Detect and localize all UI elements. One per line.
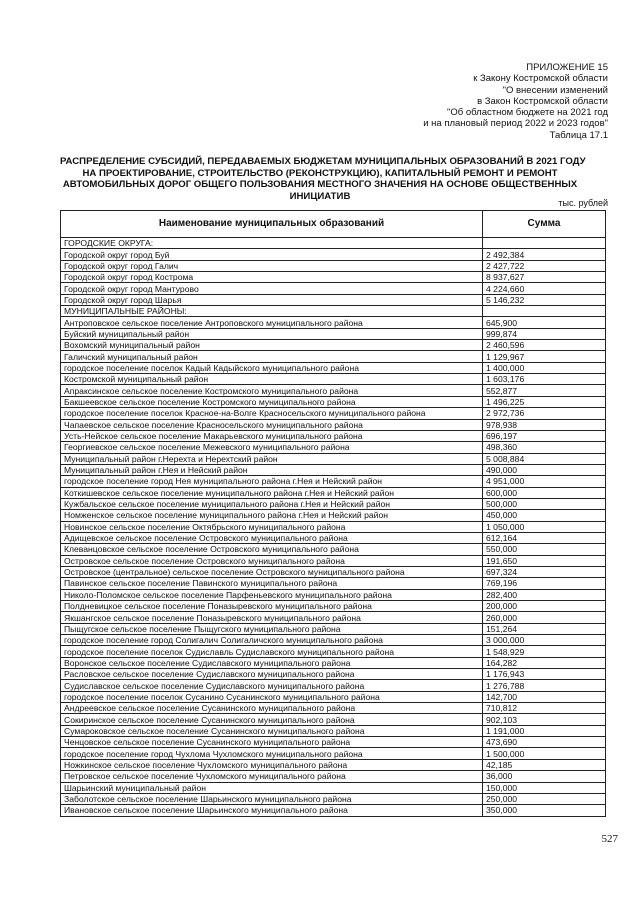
page-number: 527 — [601, 833, 618, 845]
municipality-name: Ченцовское сельское поселение Сусанинского муниципального района — [61, 737, 483, 748]
municipality-name: городское поселение поселок Кадый Кадыйского муниципального района — [61, 362, 483, 373]
subsidy-amount: 151,264 — [483, 623, 606, 634]
table-row — [61, 306, 606, 317]
municipality-name: Островское (центральное) сельское поселение Островского муниципального района — [61, 566, 483, 577]
subsidy-amount: 164,282 — [483, 657, 606, 668]
municipality-name: Пыщугское сельское поселение Пыщугского муниципального района — [61, 623, 483, 634]
table-row — [61, 521, 606, 532]
subsidy-amount: 710,812 — [483, 703, 606, 714]
table-row — [61, 430, 606, 441]
municipality-name: Городской округ город Шарья — [61, 294, 483, 305]
table-row — [61, 419, 606, 430]
subsidy-amount: 4 224,660 — [483, 283, 606, 294]
subsidy-amount: 260,000 — [483, 612, 606, 623]
appendix-line: к Закону Костромской области — [473, 73, 608, 85]
unit-label: тыс. рублей — [558, 198, 608, 208]
municipality-name: Георгиевское сельское поселение Межевского муниципального района — [61, 442, 483, 453]
table-row — [61, 669, 606, 680]
municipality-name: Островское сельское поселение Островского муниципального района — [61, 555, 483, 566]
table-row — [61, 714, 606, 725]
table-row — [61, 601, 606, 612]
municipality-name: Кужбальское сельское поселение муниципального района г.Нея и Нейский район — [61, 498, 483, 509]
subsidy-amount: 1 548,929 — [483, 646, 606, 657]
municipality-name: городское поселение поселок Сусанино Сусанинского муниципального района — [61, 691, 483, 702]
appendix-line: "О внесении изменений — [502, 84, 608, 96]
title-line: АВТОМОБИЛЬНЫХ ДОРОГ ОБЩЕГО ПОЛЬЗОВАНИЯ МЕСТНОГО ЗНАЧЕНИЯ НА ОСНОВЕ ОБЩЕСТВЕННЫХ — [62, 179, 578, 191]
table-row — [61, 680, 606, 691]
municipality-name: Шарьинский муниципальный район — [61, 782, 483, 793]
subsidy-amount: 4 951,000 — [483, 476, 606, 487]
subsidy-amount: 36,000 — [483, 771, 606, 782]
table-row — [61, 635, 606, 646]
municipality-name: Воронское сельское поселение Судиславского муниципального района — [61, 657, 483, 668]
subsidy-amount: 490,000 — [483, 464, 606, 475]
subsidy-amount: 191,650 — [483, 555, 606, 566]
municipality-name: городское поселение поселок Судиславль Судиславского муниципального района — [61, 646, 483, 657]
table-row — [61, 442, 606, 453]
table-row — [61, 759, 606, 770]
subsidy-amount: 1 129,967 — [483, 351, 606, 362]
table-row — [61, 782, 606, 793]
subsidy-amount: 2 427,722 — [483, 260, 606, 271]
subsidy-amount: 978,938 — [483, 419, 606, 430]
municipality-name: Андреевское сельское поселение Сусанинского муниципального района — [61, 703, 483, 714]
municipality-name: Ножкинское сельское поселение Чухломского муниципального района — [61, 759, 483, 770]
municipality-name: Павинское сельское поселение Павинского муниципального района — [61, 578, 483, 589]
subsidy-amount: 5 146,232 — [483, 294, 606, 305]
municipality-name: городское поселение поселок Красное-на-Волге Красносельского муниципального района — [61, 408, 483, 419]
subsidy-amount: 42,185 — [483, 759, 606, 770]
header-sum: Сумма — [483, 211, 606, 238]
municipality-name: Чапаевское сельское поселение Красносельского муниципального района — [61, 419, 483, 430]
table-row — [61, 589, 606, 600]
title-line: НА ПРОЕКТИРОВАНИЕ, СТРОИТЕЛЬСТВО (РЕКОНСТРУКЦИЮ), КАПИТАЛЬНЫЙ РЕМОНТ И РЕМОНТ — [82, 167, 558, 179]
subsidy-table — [60, 210, 606, 817]
subsidy-amount: 498,360 — [483, 442, 606, 453]
table-row — [61, 408, 606, 419]
municipality-name: городское поселение город Солигалич Солигаличского муниципального района — [61, 635, 483, 646]
municipality-name: Петровское сельское поселение Чухломского муниципального района — [61, 771, 483, 782]
municipality-name: Полдневицкое сельское поселение Поназыревского муниципального района — [61, 601, 483, 612]
subsidy-amount: 142,700 — [483, 691, 606, 702]
table-row — [61, 623, 606, 634]
table-row — [61, 578, 606, 589]
municipality-name: Ивановское сельское поселение Шарьинского муниципального района — [61, 805, 483, 816]
municipality-name: Муниципальный район г.Нея и Нейский район — [61, 464, 483, 475]
subsidy-amount: 2 972,736 — [483, 408, 606, 419]
subsidy-amount — [483, 238, 606, 249]
municipality-name: Николо-Поломское сельское поселение Парфеньевского муниципального района — [61, 589, 483, 600]
table-row — [61, 272, 606, 283]
subsidy-amount: 1 496,225 — [483, 396, 606, 407]
table-row — [61, 351, 606, 362]
table-row — [61, 340, 606, 351]
table-row — [61, 771, 606, 782]
appendix-line: в Закон Костромской области — [477, 95, 608, 107]
appendix-line: ПРИЛОЖЕНИЕ 15 — [526, 62, 608, 73]
subsidy-amount: 473,690 — [483, 737, 606, 748]
table-row — [61, 510, 606, 521]
table-row — [61, 328, 606, 339]
table-row — [61, 612, 606, 623]
subsidy-amount: 769,196 — [483, 578, 606, 589]
table-row — [61, 317, 606, 328]
table-row — [61, 476, 606, 487]
municipality-name: ГОРОДСКИЕ ОКРУГА: — [61, 238, 483, 249]
table-row — [61, 703, 606, 714]
table-row — [61, 805, 606, 816]
table-row — [61, 453, 606, 464]
municipality-name: Заболотское сельское поселение Шарьинского муниципального района — [61, 793, 483, 804]
subsidy-amount: 2 460,596 — [483, 340, 606, 351]
subsidy-amount: 3 000,000 — [483, 635, 606, 646]
table-row — [61, 283, 606, 294]
table-row — [61, 249, 606, 260]
table-row — [61, 464, 606, 475]
subsidy-amount: 697,324 — [483, 566, 606, 577]
subsidy-amount: 8 937,627 — [483, 272, 606, 283]
subsidy-amount: 350,000 — [483, 805, 606, 816]
subsidy-amount: 1 191,000 — [483, 725, 606, 736]
subsidy-amount: 999,874 — [483, 328, 606, 339]
table-row — [61, 385, 606, 396]
table-row — [61, 566, 606, 577]
municipality-name: Городской округ город Мантурово — [61, 283, 483, 294]
municipality-name: Коткишевское сельское поселение муниципального района г.Нея и Нейский район — [61, 487, 483, 498]
subsidy-amount: 902,103 — [483, 714, 606, 725]
municipality-name: Галичский муниципальный район — [61, 351, 483, 362]
table-row — [61, 725, 606, 736]
municipality-name: Буйский муниципальный район — [61, 328, 483, 339]
subsidy-amount: 1 176,943 — [483, 669, 606, 680]
subsidy-amount: 2 492,384 — [483, 249, 606, 260]
table-row — [61, 544, 606, 555]
subsidy-amount: 550,000 — [483, 544, 606, 555]
municipality-name: Усть-Нейское сельское поселение Макарьевского муниципального района — [61, 430, 483, 441]
table-row — [61, 498, 606, 509]
appendix-line: и на плановый период 2022 и 2023 годов" — [423, 118, 608, 130]
municipality-name: Городской округ город Кострома — [61, 272, 483, 283]
municipality-name: Муниципальный район г.Нерехта и Нерехтский район — [61, 453, 483, 464]
table-row — [61, 532, 606, 543]
municipality-name: Бакшеевское сельское поселение Костромского муниципального района — [61, 396, 483, 407]
table-row — [61, 657, 606, 668]
municipality-name: Городской округ город Буй — [61, 249, 483, 260]
subsidy-amount: 1 276,788 — [483, 680, 606, 691]
municipality-name: Сумароковское сельское поселение Сусанинского муниципального района — [61, 725, 483, 736]
appendix-block — [308, 62, 608, 141]
municipality-name: Апраксинское сельское поселение Костромского муниципального района — [61, 385, 483, 396]
subsidy-amount: 200,000 — [483, 601, 606, 612]
appendix-line: Таблица 17.1 — [549, 129, 608, 141]
municipality-name: Городской округ город Галич — [61, 260, 483, 271]
subsidy-amount: 600,000 — [483, 487, 606, 498]
title-line: ИНИЦИАТИВ — [289, 190, 351, 202]
subsidy-amount: 1 603,176 — [483, 374, 606, 385]
subsidy-amount: 1 400,000 — [483, 362, 606, 373]
municipality-name: Якшангское сельское поселение Поназыревского муниципального района — [61, 612, 483, 623]
municipality-name: городское поселение город Чухлома Чухломского муниципального района — [61, 748, 483, 759]
subsidy-amount: 645,900 — [483, 317, 606, 328]
table-header-row — [61, 211, 606, 238]
table-row — [61, 737, 606, 748]
header-name: Наименование муниципальных образований — [61, 211, 483, 238]
municipality-name: Расловское сельское поселение Судиславского муниципального района — [61, 669, 483, 680]
table-row — [61, 362, 606, 373]
table-row — [61, 260, 606, 271]
municipality-name: Новинское сельское поселение Октябрьского муниципального района — [61, 521, 483, 532]
subsidy-amount: 5 008,884 — [483, 453, 606, 464]
table-row — [61, 238, 606, 249]
table-row — [61, 555, 606, 566]
table-row — [61, 294, 606, 305]
table-row — [61, 748, 606, 759]
municipality-name: Судиславское сельское поселение Судиславского муниципального района — [61, 680, 483, 691]
subsidy-amount: 500,000 — [483, 498, 606, 509]
municipality-name: Сокиринское сельское поселение Сусанинского муниципального района — [61, 714, 483, 725]
appendix-line: "Об областном бюджете на 2021 год — [447, 107, 608, 119]
table-row — [61, 487, 606, 498]
table-row — [61, 374, 606, 385]
subsidy-amount: 250,000 — [483, 793, 606, 804]
document-title — [60, 156, 586, 202]
subsidy-amount: 696,197 — [483, 430, 606, 441]
subsidy-amount: 1 050,000 — [483, 521, 606, 532]
municipality-name: Костромской муниципальный район — [61, 374, 483, 385]
subsidy-amount: 612,164 — [483, 532, 606, 543]
subsidy-amount: 1 500,000 — [483, 748, 606, 759]
subsidy-amount — [483, 306, 606, 317]
title-line: РАСПРЕДЕЛЕНИЕ СУБСИДИЙ, ПЕРЕДАВАЕМЫХ БЮДЖЕТАМ МУНИЦИПАЛЬНЫХ ОБРАЗОВАНИЙ В 2021 ГОДУ — [60, 156, 586, 167]
subsidy-amount: 450,000 — [483, 510, 606, 521]
subsidy-amount: 282,400 — [483, 589, 606, 600]
table-row — [61, 691, 606, 702]
table-row — [61, 646, 606, 657]
table-row — [61, 793, 606, 804]
municipality-name: Клеванцовское сельское поселение Островского муниципального района — [61, 544, 483, 555]
subsidy-amount: 552,877 — [483, 385, 606, 396]
municipality-name: Адищевское сельское поселение Островского муниципального района — [61, 532, 483, 543]
municipality-name: Номженское сельское поселение муниципального района г.Нея и Нейский район — [61, 510, 483, 521]
municipality-name: городское поселение город Нея муниципального района г.Нея и Нейский район — [61, 476, 483, 487]
municipality-name: Вохомский муниципальный район — [61, 340, 483, 351]
subsidy-amount: 150,000 — [483, 782, 606, 793]
table-row — [61, 396, 606, 407]
municipality-name: Антроповское сельское поселение Антроповского муниципального района — [61, 317, 483, 328]
municipality-name: МУНИЦИПАЛЬНЫЕ РАЙОНЫ: — [61, 306, 483, 317]
